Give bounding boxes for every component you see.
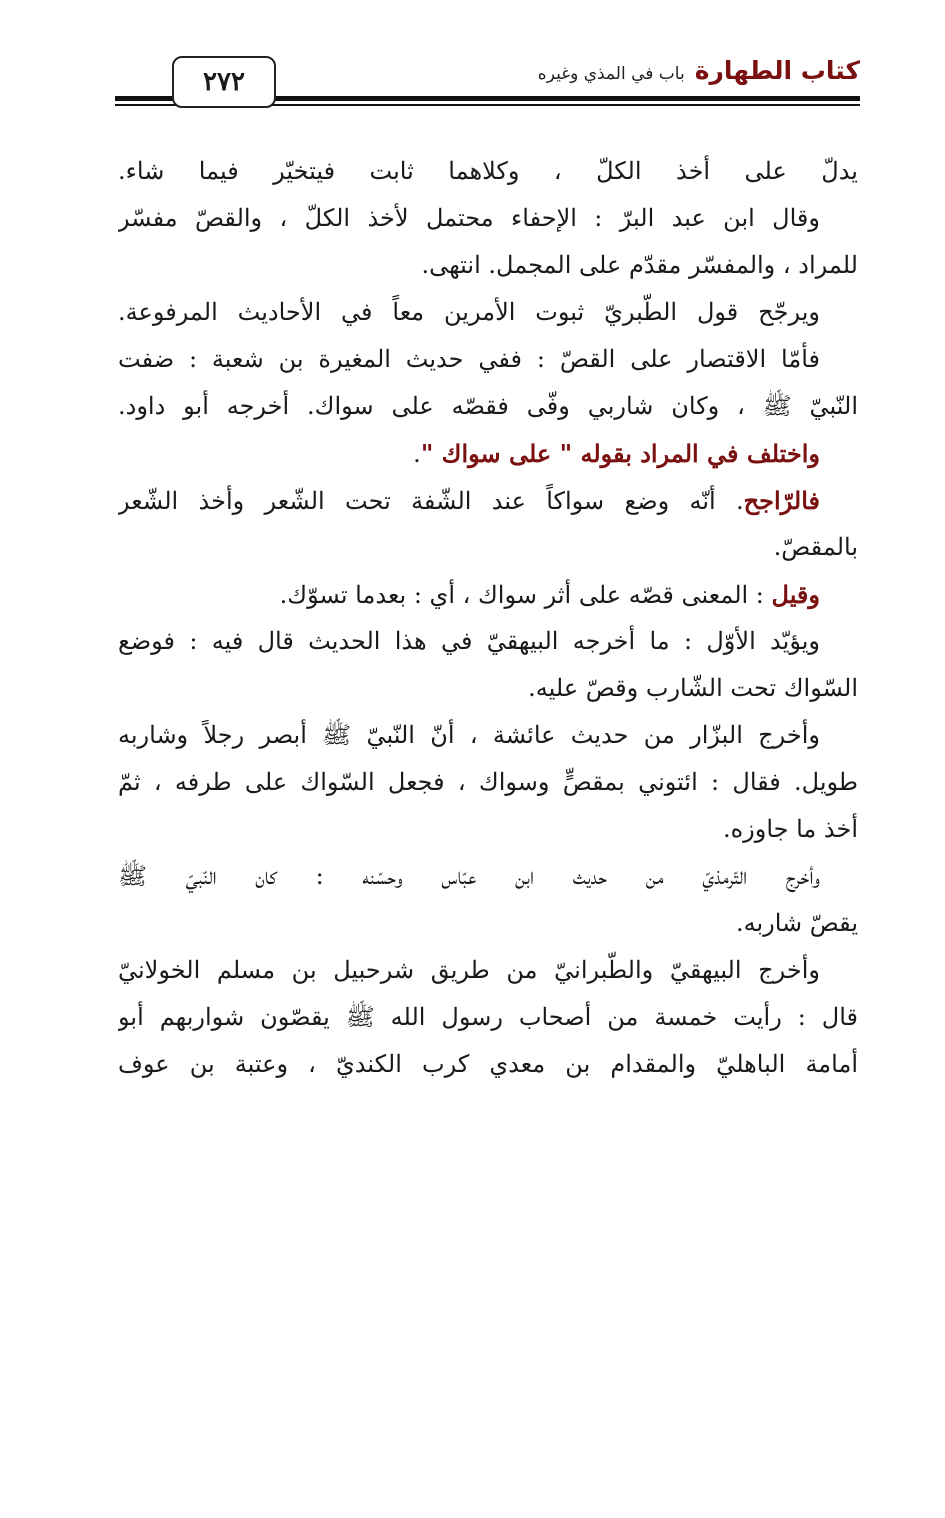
text-line <box>118 900 858 947</box>
chapter-title: باب في المذي وغيره <box>537 64 685 84</box>
line-text: وأخرج البيهقيّ والطّبرانيّ من طريق شرحبيل بن مسلم الخولانيّ <box>118 956 820 984</box>
line-text: أخذ ما جاوزه. <box>722 815 858 843</box>
text-line <box>118 759 858 806</box>
line-text: السّواك تحت الشّارب وقصّ عليه. <box>528 674 858 702</box>
highlight-term: واختلف في المراد بقوله " على سواك " <box>420 439 820 468</box>
line-text: : المعنى قصّه على أثر سواك ، أي : بعدما تسوّك. <box>279 581 772 609</box>
text-line <box>118 148 858 195</box>
text-line <box>118 853 858 900</box>
text-line <box>118 806 858 853</box>
line-text: ويرجّح قول الطّبريّ ثبوت الأمرين معاً في الأحاديث المرفوعة. <box>118 298 820 326</box>
text-line <box>118 665 858 712</box>
highlight-term: وقيل <box>771 580 820 609</box>
text-line <box>118 618 858 665</box>
text-line <box>118 477 858 524</box>
line-text: قال : رأيت خمسة من أصحاب رسول الله ﷺ يقصّون شواربهم أبو <box>118 1003 858 1031</box>
text-line <box>118 947 858 994</box>
text-line <box>118 994 858 1041</box>
text-line <box>118 430 858 477</box>
highlight-term: فالرّاجح <box>743 486 820 515</box>
line-text: بالمقصّ. <box>773 533 858 561</box>
line-text: للمراد ، والمفسّر مقدّم على المجمل. انتهى. <box>421 251 858 279</box>
header-title <box>538 56 860 85</box>
line-text: وأخرج التّرمذيّ من حديث ابن عبّاس وحسّنه : كان النّبيّ ﷺ <box>118 862 820 890</box>
text-line <box>118 383 858 430</box>
line-text: . أنّه وضع سواكاً عند الشّفة تحت الشّعر وأخذ الشّعر <box>118 487 744 515</box>
book-title: كتاب الطهارة <box>694 56 860 85</box>
text-line <box>118 524 858 571</box>
page-header <box>115 52 860 112</box>
page-number: ٢٧٢ <box>172 56 276 108</box>
line-text: النّبيّ ﷺ ، وكان شاربي وفّى فقصّه على سواك. أخرجه أبو داود. <box>118 392 858 420</box>
text-line <box>118 195 858 242</box>
line-text: يقصّ شاربه. <box>735 909 858 937</box>
line-text: وقال ابن عبد البرّ : الإحفاء محتمل لأخذ الكلّ ، والقصّ مفسّر <box>118 204 820 232</box>
text-line <box>118 336 858 383</box>
line-text: ويؤيّد الأوّل : ما أخرجه البيهقيّ في هذا الحديث قال فيه : فوضع <box>118 627 820 655</box>
line-text: يدلّ على أخذ الكلّ ، وكلاهما ثابت فيتخيّر فيما شاء. <box>118 157 858 185</box>
body-text <box>118 148 858 1088</box>
line-text: طويل. فقال : ائتوني بمقصٍّ وسواك ، فجعل السّواك على طرفه ، ثمّ <box>118 768 858 796</box>
line-text: وأخرج البزّار من حديث عائشة ، أنّ النّبيّ ﷺ أبصر رجلاً وشاربه <box>118 721 820 749</box>
text-line <box>118 1041 858 1088</box>
line-text: . <box>413 440 421 468</box>
text-line <box>118 571 858 618</box>
text-line <box>118 242 858 289</box>
text-line <box>118 712 858 759</box>
text-line <box>118 289 858 336</box>
line-text: أمامة الباهليّ والمقدام بن معدي كرب الكنديّ ، وعتبة بن عوف <box>118 1050 858 1078</box>
line-text: فأمّا الاقتصار على القصّ : ففي حديث المغيرة بن شعبة : ضفت <box>118 345 820 373</box>
